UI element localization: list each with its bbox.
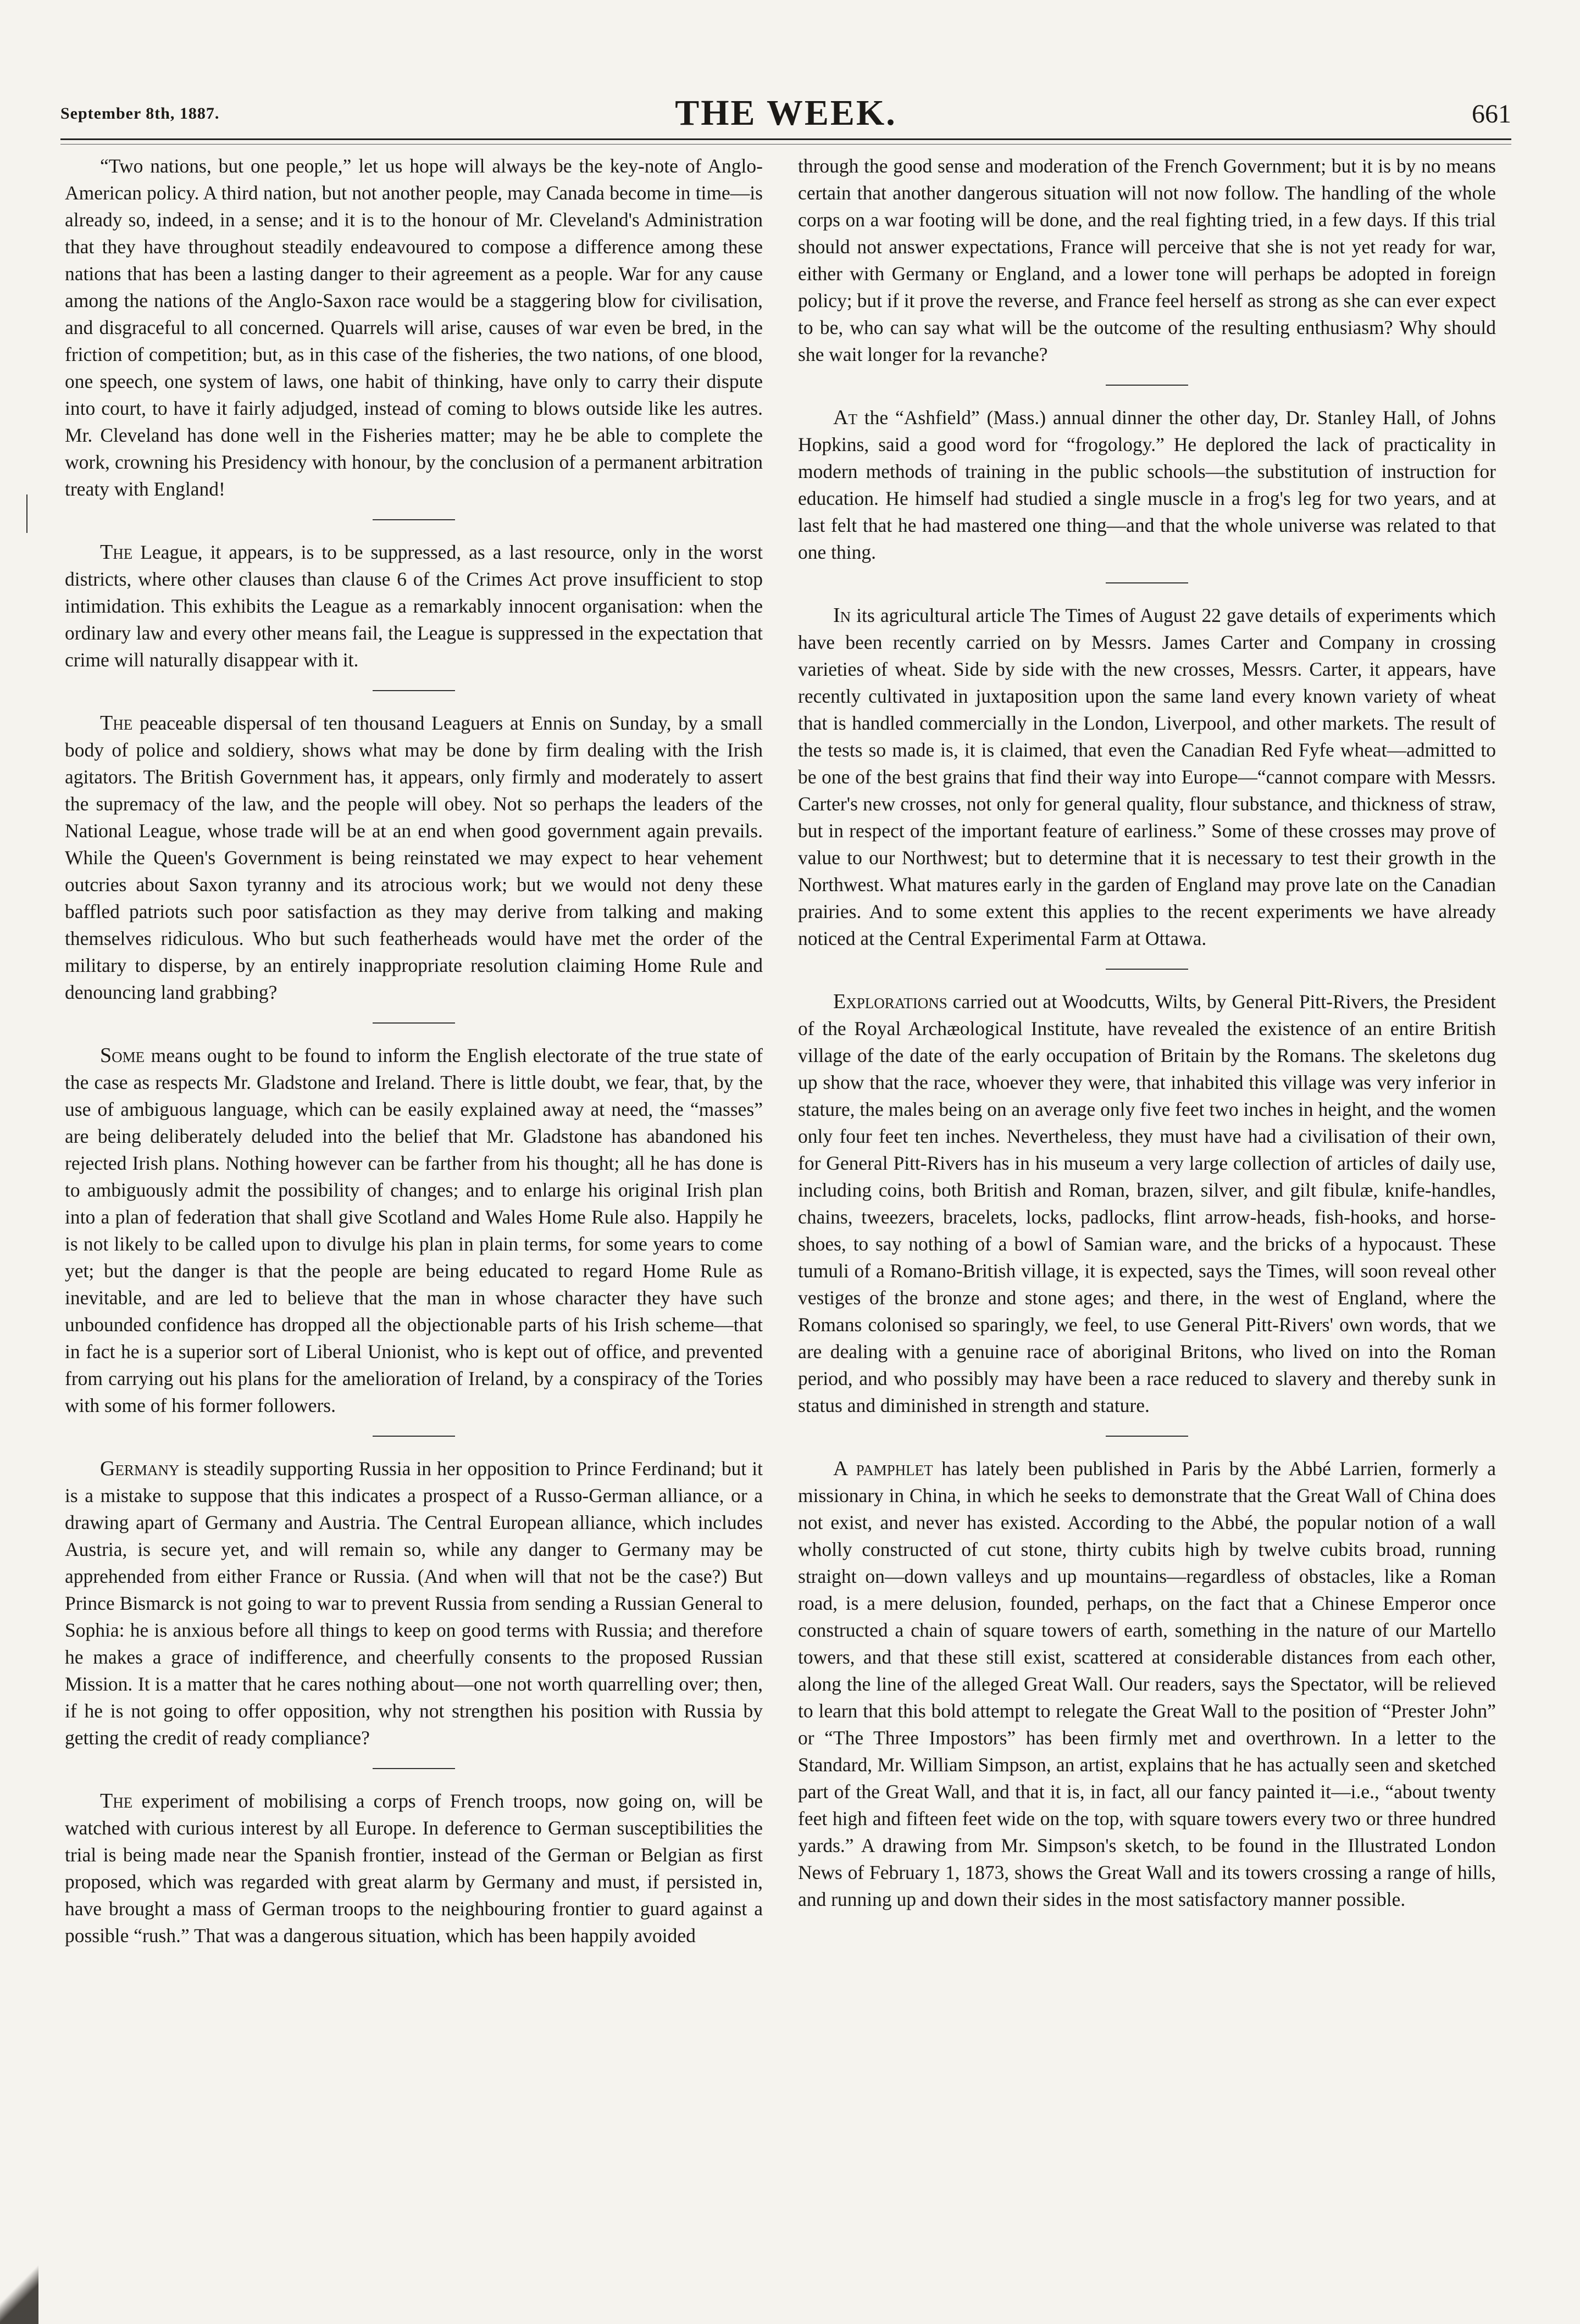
section-divider [373, 519, 455, 520]
article-paragraph: through the good sense and moderation of the French Government; but it is by no means certain that another dangerous situation will not now follow. The handling of the whole corps on a war footing will be done, and the real fighting tried, in a few days. If this trial should not answer expectations, France will perceive that she is not yet ready for war, either with Germany or England, and a lower tone will perhaps be adopted in foreign policy; but if it prove the reverse, and France feel herself as strong as she can ever expect to be, who can say what will be the outcome of the resulting enthusiasm? Why should she wait longer for la revanche? [798, 155, 1496, 365]
lead-word: The [100, 711, 133, 735]
lead-word: At [833, 406, 857, 429]
article-paragraph: A pamphlet has lately been published in Paris by the Abbé Larrien, formerly a missionary in China, in which he seeks to demonstrate that the Great Wall of China does not exist, and never has existed. According to the Abbé, the popular notion of a wall wholly constructed of cut stone, thirty cubits high by twelve cubits broad, running straight on—down valleys and up mountains—regardless of obstacles, like a Roman road, is a mere delusion, founded, perhaps, on the fact that a Chinese Emperor once constructed a chain of square towers of earth, something in the nature of our Martello towers, and that these still exist, scattered at considerable distances from each other, along the line of the alleged Great Wall. Our readers, says the Spectator, will be relieved to learn that this bold attempt to relegate the Great Wall to the position of “Prester John” or “The Three Impostors” has been firmly met and overthrown. In a letter to the Standard, Mr. William Simpson, an artist, explains that he has actually seen and sketched part of the Great Wall, and that it is, in fact, all our fancy painted it—i.e., “about twenty feet high and fifteen feet wide on the top, with square towers every two or three hundred yards.” A drawing from Mr. Simpson's sketch, to be found in the Illustrated London News of February 1, 1873, shows the Great Wall and its towers crossing a range of hills, and running up and down their sides in the most satisfactory manner possible. [798, 1457, 1496, 1910]
margin-mark [26, 494, 31, 533]
article-paragraph: Some means ought to be found to inform the English electorate of the true state of the case as respects Mr. Gladstone and Ireland. There is little doubt, we fear, that, by the use of ambiguous language, which can be easily explained away at need, the “masses” are being deliberately deluded into the belief that Mr. Gladstone has abandoned his rejected Irish plans. Nothing however can be farther from his thought; all he has done is to ambiguously admit the possibility of changes; and to enlarge his original Irish plan into a plan of federation that shall give Scotland and Wales Home Rule also. Happily he is not likely to be called upon to divulge his plan in plain terms, for some years to come yet; but the danger is that the people are being educated to regard Home Rule as inevitable, and are led to believe that the man in whose character they have such unbounded confidence has dropped all the objectionable parts of his Irish scheme—that in fact he is a superior sort of Liberal Unionist, who is kept out of office, and prevented from carrying out his plans for the amelioration of Ireland, by a conspiracy of the Tories with some of his former followers. [65, 1044, 763, 1416]
article-paragraph: The experiment of mobilising a corps of French troops, now going on, will be watched with curious interest by all Europe. In deference to German susceptibilities the trial is being made near the Spanish frontier, instead of the German or Belgian as first proposed, which was regarded with great alarm by Germany and must, if persisted in, have brought a mass of German troops to the neighbouring frontier to guard against a possible “rush.” That was a dangerous situation, which has been happily avoided [65, 1789, 763, 1947]
article-paragraph: Explorations carried out at Woodcutts, Wilts, by General Pitt-Rivers, the President of the Royal Archæological Institute, have revealed the existence of an entire British village of the date of the early occupation of Britain by the Romans. The skeletons dug up show that the race, whoever they were, that inhabited this village was very inferior in stature, the males being on an average only five feet two inches in height, and the women only four feet ten inches. Nevertheless, they must have had a civilisation of their own, for General Pitt-Rivers has in his museum a very large collection of articles of daily use, including coins, both British and Roman, brazen, silver, and gilt fibulæ, knife-handles, chains, tweezers, bracelets, locks, padlocks, flint arrow-heads, fish-hooks, and horse-shoes, to say nothing of a bowl of Samian ware, and the bricks of a hypocaust. These tumuli of a Romano-British village, it is expected, says the Times, will soon reveal other vestiges of the bronze and stone ages; and there, in the west of England, where the Romans colonised so sparingly, we feel, to use General Pitt-Rivers' own words, that we are dealing with a genuine race of aboriginal Britons, who lived on into the Roman period, and who possibly may have been a race reduced to slavery and thereby sunk in status and diminished in strength and stature. [798, 990, 1496, 1416]
section-divider [1106, 1436, 1188, 1437]
section-divider [1106, 969, 1188, 970]
section-divider [373, 1436, 455, 1437]
lead-word: The [100, 541, 133, 564]
page-number: 661 [1472, 99, 1511, 129]
lead-word: Some [100, 1044, 145, 1067]
issue-date: September 8th, 1887. [60, 104, 220, 123]
header-rule [60, 138, 1511, 140]
article-paragraph: “Two nations, but one people,” let us hope will always be the key-note of Anglo-American policy. A third nation, but not another people, may Canada become in time—is already so, indeed, in a sense; and it is to the honour of Mr. Cleveland's Administration that they have throughout steadily endeavoured to compose a difference among these nations that has been a lasting danger to their agreement as a people. War for any cause among the nations of the Anglo-Saxon race would be a staggering blow for civilisation, and disgraceful to all concerned. Quarrels will arise, causes of war even be bred, in the friction of competition; but, as in this case of the fisheries, the two nations, of one blood, one speech, one system of laws, one habit of thinking, have only to carry their dispute into court, to have it fairly adjudged, instead of coming to blows outside like les autres. Mr. Cleveland has done well in the Fisheries matter; may he be able to complete the work, crowning his Presidency with honour, by the conclusion of a permanent arbitration treaty with England! [65, 155, 763, 500]
section-divider [1106, 582, 1188, 583]
article-paragraph: The peaceable dispersal of ten thousand Leaguers at Ennis on Sunday, by a small body of police and soldiery, shows what may be done by firm dealing with the Irish agitators. The British Government has, it appears, only firmly and moderately to assert the supremacy of the law, and the people will obey. Not so perhaps the leaders of the National League, whose trade will be at an end when good government again prevails. While the Queen's Government is being reinstated we may expect to hear vehement outcries about Saxon tyranny and its atrocious work; but we would not deny these baffled patriots such poor satisfaction as they may derive from talking and making themselves ridiculous. Who but such featherheads would have met the order of the military to disperse, by an entirely inappropriate resolution claiming Home Rule and denouncing land grabbing? [65, 711, 763, 1003]
left-column [65, 153, 763, 1949]
lead-word: Germany [100, 1457, 180, 1480]
article-paragraph: Germany is steadily supporting Russia in her opposition to Prince Ferdinand; but it is a mistake to suppose that this indicates a prospect of a Russo-German alliance, or a drawing apart of Germany and Austria. The Central European alliance, which includes Austria, is secure yet, and will remain so, while any danger to Germany may be apprehended from either France or Russia. (And when will that not be the case?) But Prince Bismarck is not going to war to prevent Russia from sending a Russian General to Sophia: he is anxious before all things to keep on good terms with Russia; and therefore he makes a grace of indifference, and cheerfully consents to the proposed Russian Mission. It is a matter that he cares nothing about—one not worth quarrelling over; then, if he is not going to offer opposition, why not strengthen his position with Russia by getting the credit of ready compliance? [65, 1457, 763, 1749]
lead-word: A pamphlet [833, 1457, 933, 1480]
page-header [60, 92, 1511, 142]
section-divider [1106, 385, 1188, 386]
right-column [798, 153, 1496, 1913]
section-divider [373, 1022, 455, 1024]
article-paragraph: The League, it appears, is to be suppressed, as a last resource, only in the worst districts, where other clauses than clause 6 of the Crimes Act prove insufficient to stop intimidation. This exhibits the League as a remarkably innocent organisation: when the ordinary law and every other means fail, the League is suppressed in the expectation that crime will naturally disappear with it. [65, 541, 763, 671]
article-paragraph: In its agricultural article The Times of August 22 gave details of experiments which have been recently carried on by Messrs. James Carter and Company in crossing varieties of wheat. Side by side with the new crosses, Messrs. Carter, it appears, have recently cultivated in juxtaposition upon the same land every known variety of wheat that is handled commercially in the London, Liverpool, and other markets. The result of the tests so made is, it is claimed, that even the Canadian Red Fyfe wheat—admitted to be one of the best grains that find their way into Europe—“cannot compare with Messrs. Carter's new crosses, not only for general quality, flour substance, and thickness of straw, but in respect of the important feature of earliness.” Some of these crosses may prove of value to our Northwest; but to determine that it is necessary to test their growth in the Northwest. What matures early in the garden of England may prove late on the Canadian prairies. And to some extent this applies to the recent experiments we have already noticed at the Central Experimental Farm at Ottawa. [798, 604, 1496, 949]
section-divider [373, 1768, 455, 1769]
lead-word: In [833, 604, 851, 627]
masthead-title: THE WEEK. [675, 93, 897, 133]
article-paragraph: At the “Ashfield” (Mass.) annual dinner the other day, Dr. Stanley Hall, of Johns Hopkins, said a good word for “frogology.” He deplored the lack of practicality in modern methods of training in the public schools—the substitution of instruction for education. He himself had studied a single muscle in a frog's leg for two years, and at last felt that he had mastered one thing—and that the whole universe was related to that one thing. [798, 406, 1496, 563]
section-divider [373, 690, 455, 691]
lead-word: The [100, 1789, 133, 1813]
page-corner-shadow [0, 2264, 38, 2324]
lead-word: Explorations [833, 990, 947, 1013]
